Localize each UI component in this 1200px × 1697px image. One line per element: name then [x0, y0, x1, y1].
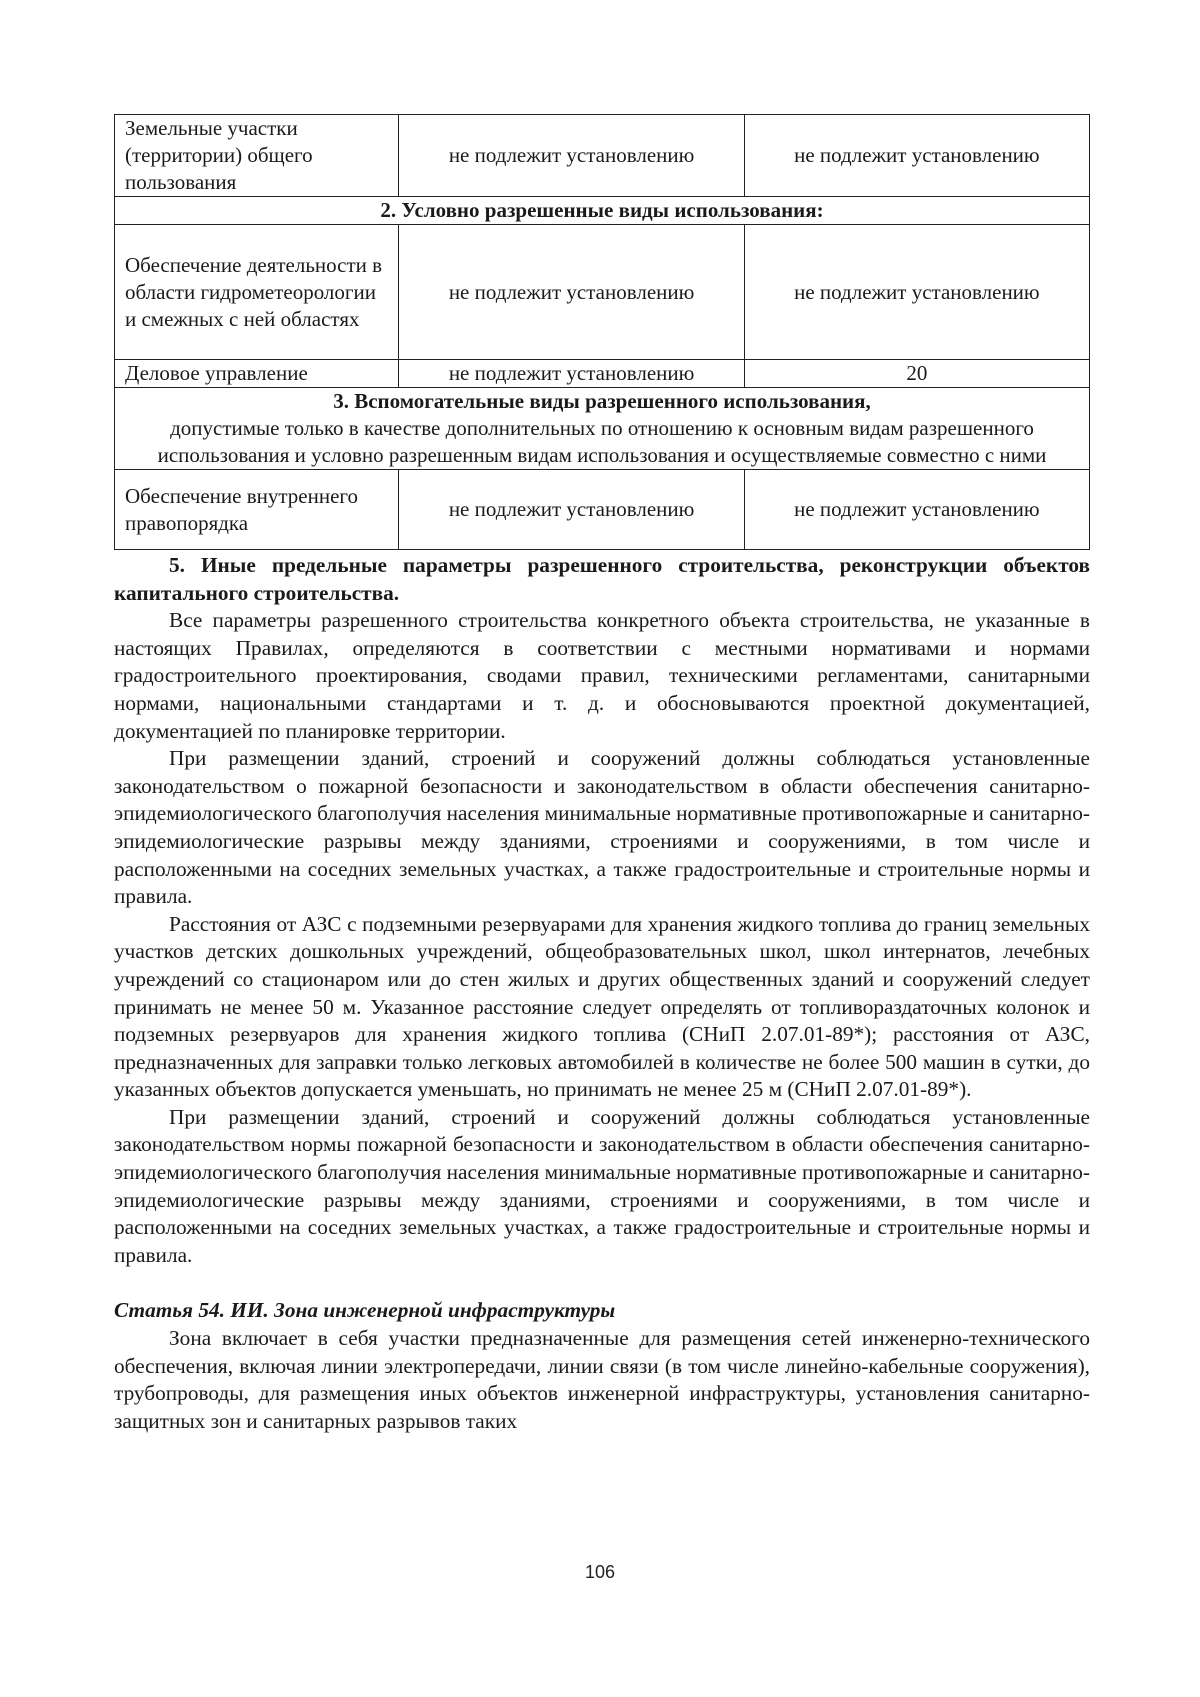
- section-3-header: [115, 388, 1090, 470]
- section-3-title: 3. Вспомогательные виды разрешенного использования,: [333, 389, 871, 413]
- document-page: [114, 114, 1090, 1435]
- parameter-value-cell: не подлежит установлению: [399, 115, 744, 197]
- parameter-value-cell: не подлежит установлению: [399, 360, 744, 388]
- use-type-cell: Обеспечение деятельности в области гидрометеорологии и смежных с ней областях: [115, 225, 399, 360]
- body-paragraph: Зона включает в себя участки предназначенные для размещения сетей инженерно-технического обеспечения, включая линии электропередачи, линии связи (в том числе линейно-кабельные сооружения), трубопроводы, для размещения иных объектов инженерной инфраструктуры, установления санитарно-защитных зон и санитарных разрывов таких: [114, 1326, 1090, 1433]
- parameter-value-cell: не подлежит установлению: [744, 115, 1089, 197]
- section-2-title: 2. Условно разрешенные виды использования:: [115, 197, 1090, 225]
- parameter-value-cell: не подлежит установлению: [744, 470, 1089, 550]
- table-row: [115, 360, 1090, 388]
- section-3-subtitle: допустимые только в качестве дополнительных по отношению к основным видам разрешенного использования и условно разрешенным видам использования и осуществляемые совместно с ними: [157, 416, 1047, 467]
- article-54-title: Статья 54. ИИ. Зона инженерной инфраструктуры: [114, 1298, 616, 1323]
- parameter-value-cell: не подлежит установлению: [399, 470, 744, 550]
- parameter-value-cell: не подлежит установлению: [744, 225, 1089, 360]
- section-5-heading: 5. Иные предельные параметры разрешенного строительства, реконструкции объектов капитального строительства.: [114, 553, 1090, 605]
- body-paragraph: При размещении зданий, строений и сооружений должны соблюдаться установленные законодательством нормы пожарной безопасности и законодательством в области обеспечения санитарно-эпидемиологического благополучия населения минимальные нормативные противопожарные и санитарно-эпидемиологические разрывы между зданиями, строениями и сооружениями, в том числе и расположенными на соседних земельных участках, а также градостроительные и строительные нормы и правила.: [114, 1104, 1090, 1267]
- table-row: [115, 115, 1090, 197]
- body-paragraph: Расстояния от АЗС с подземными резервуарами для хранения жидкого топлива до границ земельных участков детских дошкольных учреждений, общеобразовательных школ, школ интернатов, лечебных учреждений со стационаром или до стен жилых и других общественных зданий и сооружений следует принимать не менее 50 м. Указанное расстояние следует определять от топливораздаточных колонок и подземных резервуаров для хранения жидкого топлива (СНиП 2.07.01-89*); расстояния от АЗС, предназначенных для заправки только легковых автомобилей в количестве не более 500 машин в сутки, до указанных объектов допускается уменьшать, но принимать не менее 25 м (СНиП 2.07.01-89*).: [114, 911, 1090, 1102]
- table-row: [115, 470, 1090, 550]
- table-row: [115, 225, 1090, 360]
- zoning-parameters-table: [114, 114, 1090, 550]
- parameter-value-cell: 20: [744, 360, 1089, 388]
- parameter-value-cell: не подлежит установлению: [399, 225, 744, 360]
- page-number: 106: [584, 1562, 616, 1582]
- section-header-row: [115, 388, 1090, 470]
- body-paragraph: При размещении зданий, строений и сооружений должны соблюдаться установленные законодательством о пожарной безопасности и законодательством в области обеспечения санитарно-эпидемиологического благополучия населения минимальные нормативные противопожарные и санитарно-эпидемиологические разрывы между зданиями, строениями и сооружениями, в том числе и расположенными на соседних земельных участках, а также градостроительные и строительные нормы и правила.: [114, 746, 1090, 909]
- use-type-cell: Обеспечение внутреннего правопорядка: [115, 470, 399, 550]
- section-header-row: [115, 197, 1090, 225]
- use-type-cell: Земельные участки (территории) общего пользования: [115, 115, 399, 197]
- body-paragraph: Все параметры разрешенного строительства конкретного объекта строительства, не указанные в настоящих Правилах, определяются в соответствии с местными нормативами и нормами градостроительного проектирования, сводами правил, техническими регламентами, санитарными нормами, национальными стандартами и т. д. и обосновываются проектной документацией, документацией по планировке территории.: [114, 608, 1090, 743]
- use-type-cell: Деловое управление: [115, 360, 399, 388]
